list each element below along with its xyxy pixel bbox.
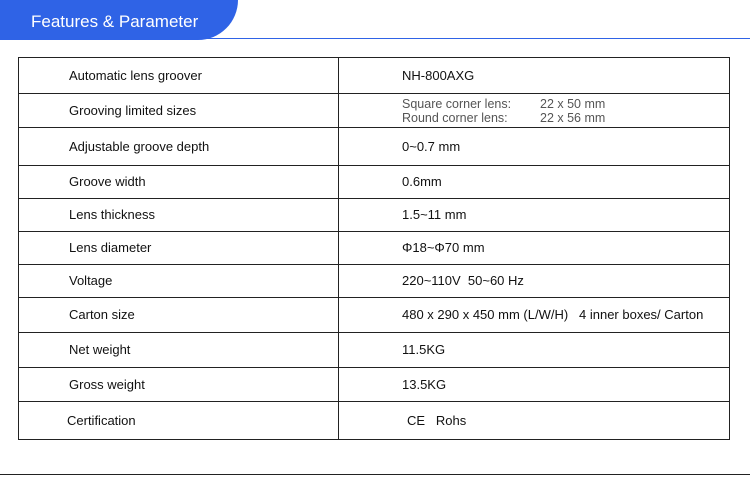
spec-label: Lens thickness (19, 199, 339, 232)
spec-value (339, 94, 730, 128)
table-row (19, 58, 730, 94)
spec-label: Lens diameter (19, 232, 339, 265)
table-row (19, 232, 730, 265)
table-row (19, 368, 730, 402)
spec-sub-line: Round corner lens: 22 x 56 mm (402, 110, 606, 125)
table-row (19, 265, 730, 298)
spec-value: 11.5KG (339, 333, 730, 368)
spec-label: Automatic lens groover (19, 58, 339, 94)
table-row (19, 128, 730, 166)
spec-value: Φ18~Φ70 mm (339, 232, 730, 265)
spec-value: 480 x 290 x 450 mm (L/W/H) 4 inner boxes/ Carton (339, 298, 730, 333)
spec-value: 0.6mm (339, 166, 730, 199)
spec-label: Net weight (19, 333, 339, 368)
table-row (19, 402, 730, 440)
spec-value: 1.5~11 mm (339, 199, 730, 232)
table-row (19, 333, 730, 368)
table-row (19, 166, 730, 199)
page-title: Features & Parameter (31, 12, 199, 31)
table-row (19, 298, 730, 333)
spec-label: Adjustable groove depth (19, 128, 339, 166)
spec-label: Grooving limited sizes (19, 94, 339, 128)
spec-sub-line: Square corner lens: 22 x 50 mm (402, 96, 606, 111)
spec-value: 0~0.7 mm (339, 128, 730, 166)
spec-value: NH-800AXG (339, 58, 730, 94)
spec-label: Voltage (19, 265, 339, 298)
table-row (19, 199, 730, 232)
footer-divider (0, 474, 750, 475)
spec-label: Groove width (19, 166, 339, 199)
spec-label: Carton size (19, 298, 339, 333)
spec-table (18, 57, 730, 440)
table-row (19, 94, 730, 128)
header-divider (0, 38, 750, 39)
spec-label: Certification (19, 402, 339, 440)
spec-value: CE Rohs (339, 402, 730, 440)
spec-label: Gross weight (19, 368, 339, 402)
spec-value: 220~110V 50~60 Hz (339, 265, 730, 298)
spec-value: 13.5KG (339, 368, 730, 402)
